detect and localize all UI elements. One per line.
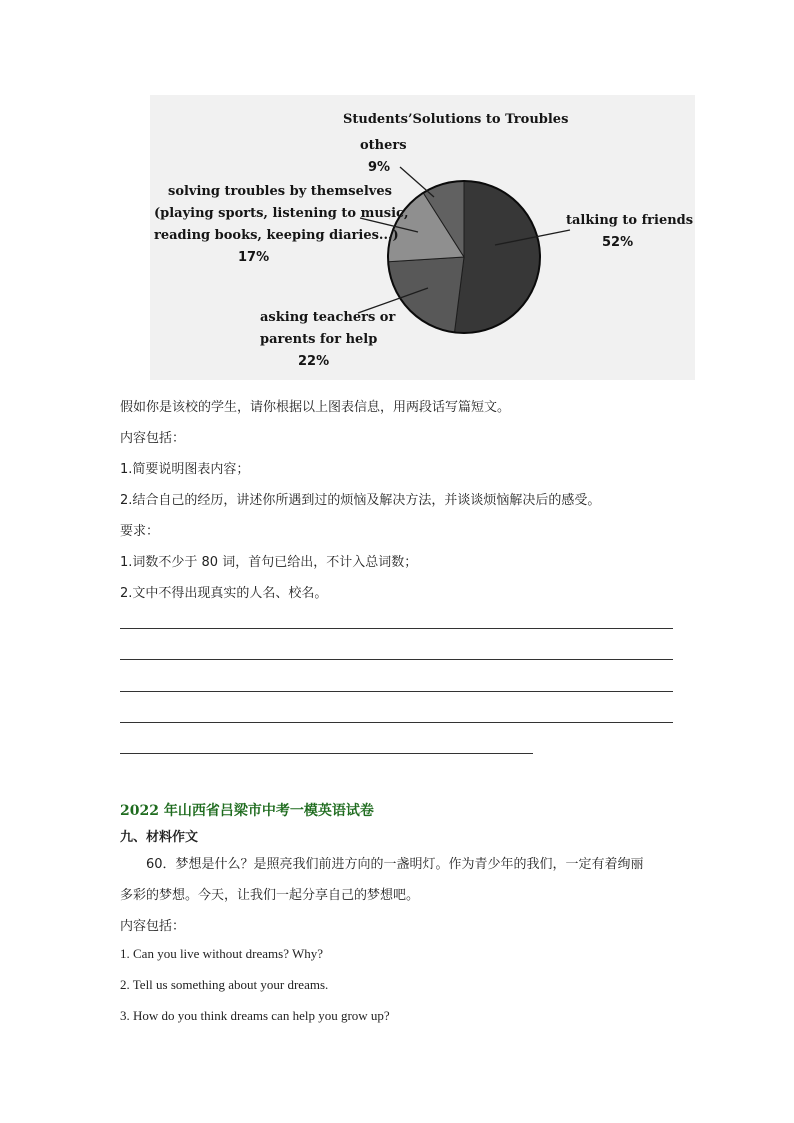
pct-friends: 52% [602, 235, 634, 250]
label-others: others [360, 138, 407, 153]
slice-talking-to-friends [454, 181, 540, 333]
pie-chart-figure [150, 95, 695, 380]
task-intro: 假如你是该校的学生，请你根据以上图表信息，用两段话写篇短文。 [120, 400, 511, 415]
question-3: 3. How do you think dreams can help you grow up? [120, 1008, 390, 1023]
answer-line [120, 628, 673, 629]
section-subheading: 九、材料作文 [120, 830, 199, 845]
slice-asking-teachers [388, 257, 464, 332]
label-teachers-line2: parents for help [260, 332, 378, 347]
exam-heading: 2022 年山西省吕梁市中考一模英语试卷 [120, 803, 374, 819]
requirements-label: 要求： [120, 524, 160, 539]
label-self-line1: solving troubles by themselves [168, 184, 392, 199]
label-self-line2: (playing sports, listening to music, [154, 206, 409, 221]
label-self-line3: reading books, keeping diaries...) [154, 228, 399, 243]
question-1: 1. Can you live without dreams? Why? [120, 946, 324, 961]
chart-title: Students’Solutions to Troubles [343, 112, 569, 127]
content-item-2: 2.结合自己的经历，讲述你所遇到过的烦恼及解决方法，并谈谈烦恼解决后的感受。 [120, 493, 601, 508]
label-friends: talking to friends [566, 213, 694, 228]
prompt-line-1: 60．梦想是什么？是照亮我们前进方向的一盏明灯。作为青少年的我们，一定有着绚丽 [146, 857, 644, 872]
prompt-line-2: 多彩的梦想。今天，让我们一起分享自己的梦想吧。 [120, 888, 420, 903]
requirement-1: 1.词数不少于 80 词，首句已给出，不计入总词数； [120, 555, 418, 570]
requirement-2: 2.文中不得出现真实的人名、校名。 [120, 586, 328, 601]
answer-line [120, 722, 673, 723]
pct-teachers: 22% [298, 354, 330, 369]
answer-line [120, 659, 673, 660]
label-teachers-line1: asking teachers or [260, 310, 396, 325]
content-item-1: 1.简要说明图表内容； [120, 462, 250, 477]
pct-others: 9% [368, 160, 391, 175]
question-2: 2. Tell us something about your dreams. [120, 977, 329, 992]
answer-line [120, 753, 533, 754]
leader-line-others [400, 167, 434, 197]
content-label: 内容包括： [120, 431, 186, 446]
pct-self: 17% [238, 250, 270, 265]
content-label-2: 内容包括： [120, 919, 186, 934]
answer-line [120, 691, 673, 692]
